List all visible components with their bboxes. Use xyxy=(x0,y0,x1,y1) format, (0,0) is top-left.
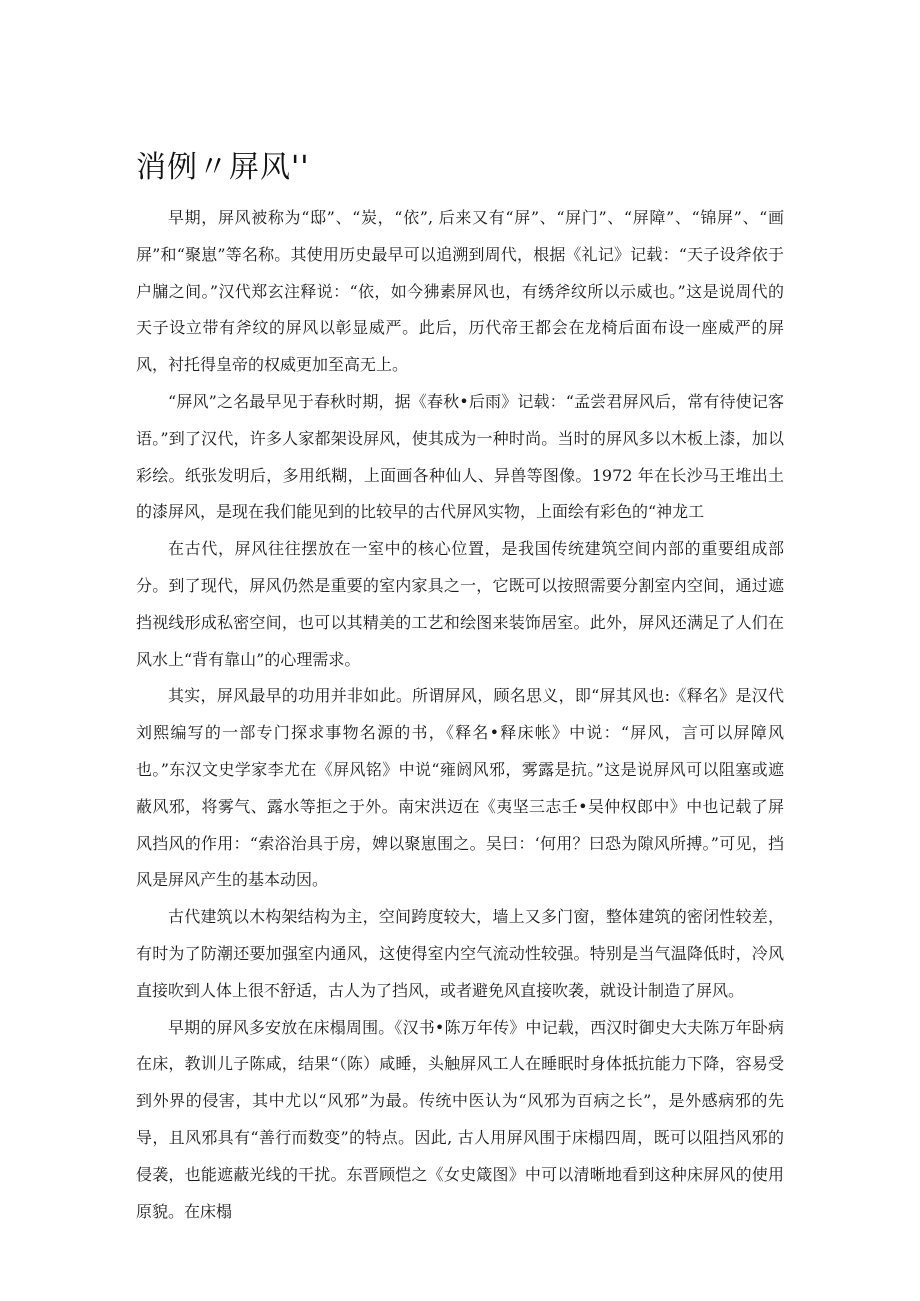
paragraph-4: 其实，屏风最早的功用并非如此。所谓屏风，顾名思义，即“屏其风也:《释名》是汉代刘熙编写的一部专门探求事物名源的书，《释名•释床帐》中说：“屏风，言可以屏障风也。”东汉文史学家李尤在《屏风铭》中说“雍阏风邪，雾露是抗。”这是说屏风可以阻塞或遮蔽风邪，将雾气、露水等拒之于外。南宋洪迈在《夷坚三志壬•吴仲权郎中》中也记载了屏风挡风的作用：“索浴治具于房，婢以聚崽围之。吴曰：‘何用？曰恐为隙风所搏。”可见，挡风是屏风产生的基本动因。 xyxy=(136,686,784,890)
page-title: 消例〃屏风'' xyxy=(136,150,310,185)
paragraph-1: 早期，屏风被称为“邸”、“炭，“依”, 后来又有“屏”、“屏门”、“屏障”、“锦屏”、“画屏”和“聚崽”等名称。其使用历史最早可以追溯到周代，根据《礼记》记载：“天子设斧依于户牖之间。”汉代郑玄注释说：“依，如今狒素屏风也，有绣斧纹所以示威也。”这是说周代的天子设立带有斧纹的屏风以彰显威严。此后，历代帝王都会在龙椅后面布设一座威严的屏风，衬托得皇帝的权威更加至高无上。 xyxy=(136,208,784,375)
paragraph-2: “屏风”之名最早见于春秋时期，据《春秋•后雨》记载：“孟尝君屏风后，常有待使记客语。”到了汉代，许多人家都架设屏风，使其成为一种时尚。当时的屏风多以木板上漆，加以彩绘。纸张发明后，多用纸糊，上面画各种仙人、异兽等图像。1972 年在长沙马王堆出土的漆屏风，是现在我们能见到的比较早的古代屏风实物，上面绘有彩色的“神龙工 xyxy=(136,391,784,522)
paragraph-6: 早期的屏风多安放在床榻周围。《汉书•陈万年传》中记载，西汉时御史大夫陈万年卧病在床，教训儿子陈咸，结果“（陈）咸睡，头触屏风工人在睡眠时身体抵抗能力下降，容易受到外界的侵害，其中尤以“风邪”为最。传统中医认为“风邪为百病之长”，是外感病邪的先导，且风邪具有“善行而数变”的特点。因此, 古人用屏风围于床榻四周，既可以阻挡风邪的侵袭，也能遮蔽光线的干扰。东晋顾恺之《女史箴图》中可以清晰地看到这种床屏风的使用原貌。在床榻 xyxy=(136,1017,784,1221)
paragraph-5: 古代建筑以木构架结构为主，空间跨度较大，墙上又多门窗，整体建筑的密闭性较差，有时为了防潮还要加强室内通风，这使得室内空气流动性较强。特别是当气温降低时，冷风直接吹到人体上很不舒适，古人为了挡风，或者避免风直接吹袭，就设计制造了屏风。 xyxy=(136,907,784,1000)
paragraph-3: 在古代，屏风往往摆放在一室中的核心位置，是我国传统建筑空间内部的重要组成部分。到了现代，屏风仍然是重要的室内家具之一，它既可以按照需要分割室内空间，通过遮挡视线形成私密空间，也可以其精美的工艺和绘图来装饰居室。此外，屏风还满足了人们在风水上“背有靠山”的心理需求。 xyxy=(136,539,784,669)
document-body xyxy=(136,200,784,1230)
